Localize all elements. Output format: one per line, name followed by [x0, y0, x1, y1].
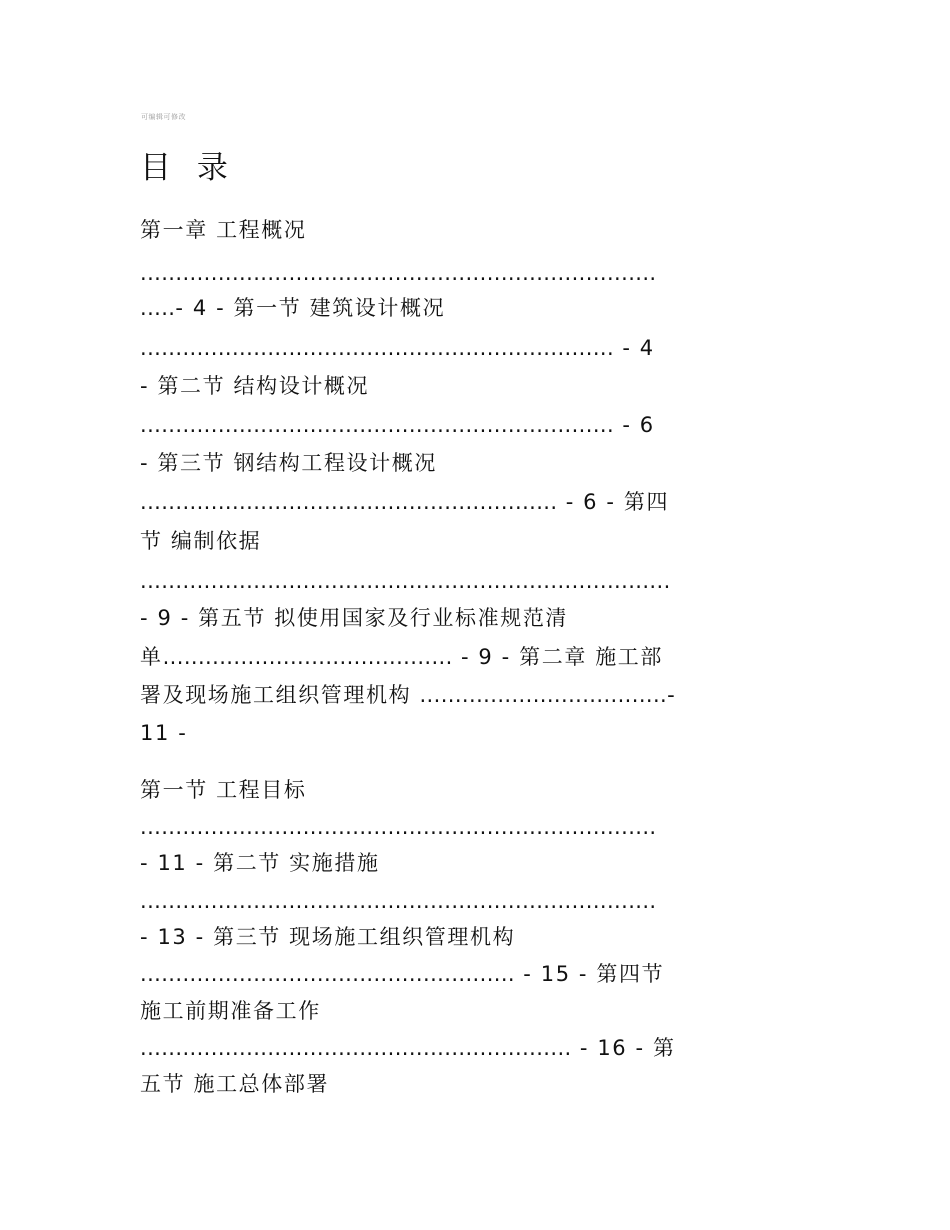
toc-line[interactable] — [140, 1069, 329, 1099]
toc-line-text: - 6 - 第四 — [557, 490, 670, 514]
toc-line[interactable] — [140, 258, 657, 288]
toc-line[interactable] — [140, 371, 369, 401]
toc-leader-dots: ................................................................... — [140, 413, 615, 437]
toc-line-text: - 9 - 第五节 拟使用国家及行业标准规范清 — [140, 606, 569, 630]
toc-line-text: 单 — [140, 645, 163, 669]
toc-line-text: - 11 - 第二节 实施措施 — [140, 851, 380, 875]
toc-leader-dots: ......................................... — [162, 645, 453, 669]
toc-line-text: 署及现场施工组织管理机构 — [140, 683, 420, 707]
toc-leader-dots: ........................................................... — [140, 490, 558, 514]
toc-page-number: 11 - — [140, 721, 188, 745]
toc-line[interactable] — [140, 996, 321, 1026]
toc-line[interactable] — [140, 812, 657, 842]
toc-leader-dots: ......................................................................... — [140, 261, 657, 285]
toc-line[interactable] — [140, 680, 676, 710]
toc-line[interactable] — [140, 293, 445, 323]
toc-line[interactable] — [140, 603, 568, 633]
toc-title: 目 录 — [140, 150, 236, 186]
toc-line-text: 第一节 工程目标 — [140, 778, 307, 802]
toc-line[interactable] — [140, 526, 261, 556]
header-note: 可编辑可修改 — [141, 113, 186, 121]
toc-leader-dots: ......................................................................... — [140, 815, 657, 839]
toc-line[interactable] — [140, 848, 380, 878]
toc-line[interactable] — [140, 448, 437, 478]
toc-line[interactable] — [140, 333, 655, 363]
toc-leader-dots: ..................................................... — [140, 962, 515, 986]
toc-line-text: - 第三节 钢结构工程设计概况 — [140, 451, 437, 475]
toc-line-text: 五节 施工总体部署 — [140, 1072, 330, 1096]
toc-leader-dots: ..... — [140, 296, 176, 320]
toc-line-text: 节 编制依据 — [140, 529, 262, 553]
toc-line[interactable] — [140, 718, 187, 748]
toc-line[interactable] — [140, 959, 664, 989]
toc-page-number: - 4 — [614, 336, 655, 360]
toc-line[interactable] — [140, 410, 655, 440]
toc-leader-dots: ................................................................... — [140, 336, 615, 360]
toc-line[interactable] — [140, 1033, 676, 1063]
toc-line[interactable] — [140, 487, 669, 517]
toc-line-text: 第一章 工程概况 — [140, 218, 307, 242]
toc-line[interactable] — [140, 215, 306, 245]
toc-line[interactable] — [140, 886, 657, 916]
toc-leader-dots: ......................................................................... — [140, 889, 657, 913]
toc-leader-dots: ............................................................. — [140, 1036, 572, 1060]
toc-line-text: 施工前期准备工作 — [140, 999, 321, 1023]
toc-line[interactable] — [140, 775, 306, 805]
toc-line[interactable] — [140, 566, 671, 596]
toc-line[interactable] — [140, 642, 663, 672]
toc-line[interactable] — [140, 922, 515, 952]
toc-line-text: - 16 - 第 — [571, 1036, 676, 1060]
toc-line-text: - 15 - 第四节 — [515, 962, 665, 986]
toc-leader-dots: ........................................................................... — [140, 569, 671, 593]
toc-line-text: - — [667, 683, 677, 707]
toc-page-number: - 6 — [614, 413, 655, 437]
toc-line-text: - 9 - 第二章 施工部 — [452, 645, 663, 669]
toc-line-text: - 13 - 第三节 现场施工组织管理机构 — [140, 925, 516, 949]
toc-leader-dots: ................................... — [419, 683, 668, 707]
toc-line-text: - 4 - 第一节 建筑设计概况 — [175, 296, 446, 320]
toc-line-text: - 第二节 结构设计概况 — [140, 374, 370, 398]
